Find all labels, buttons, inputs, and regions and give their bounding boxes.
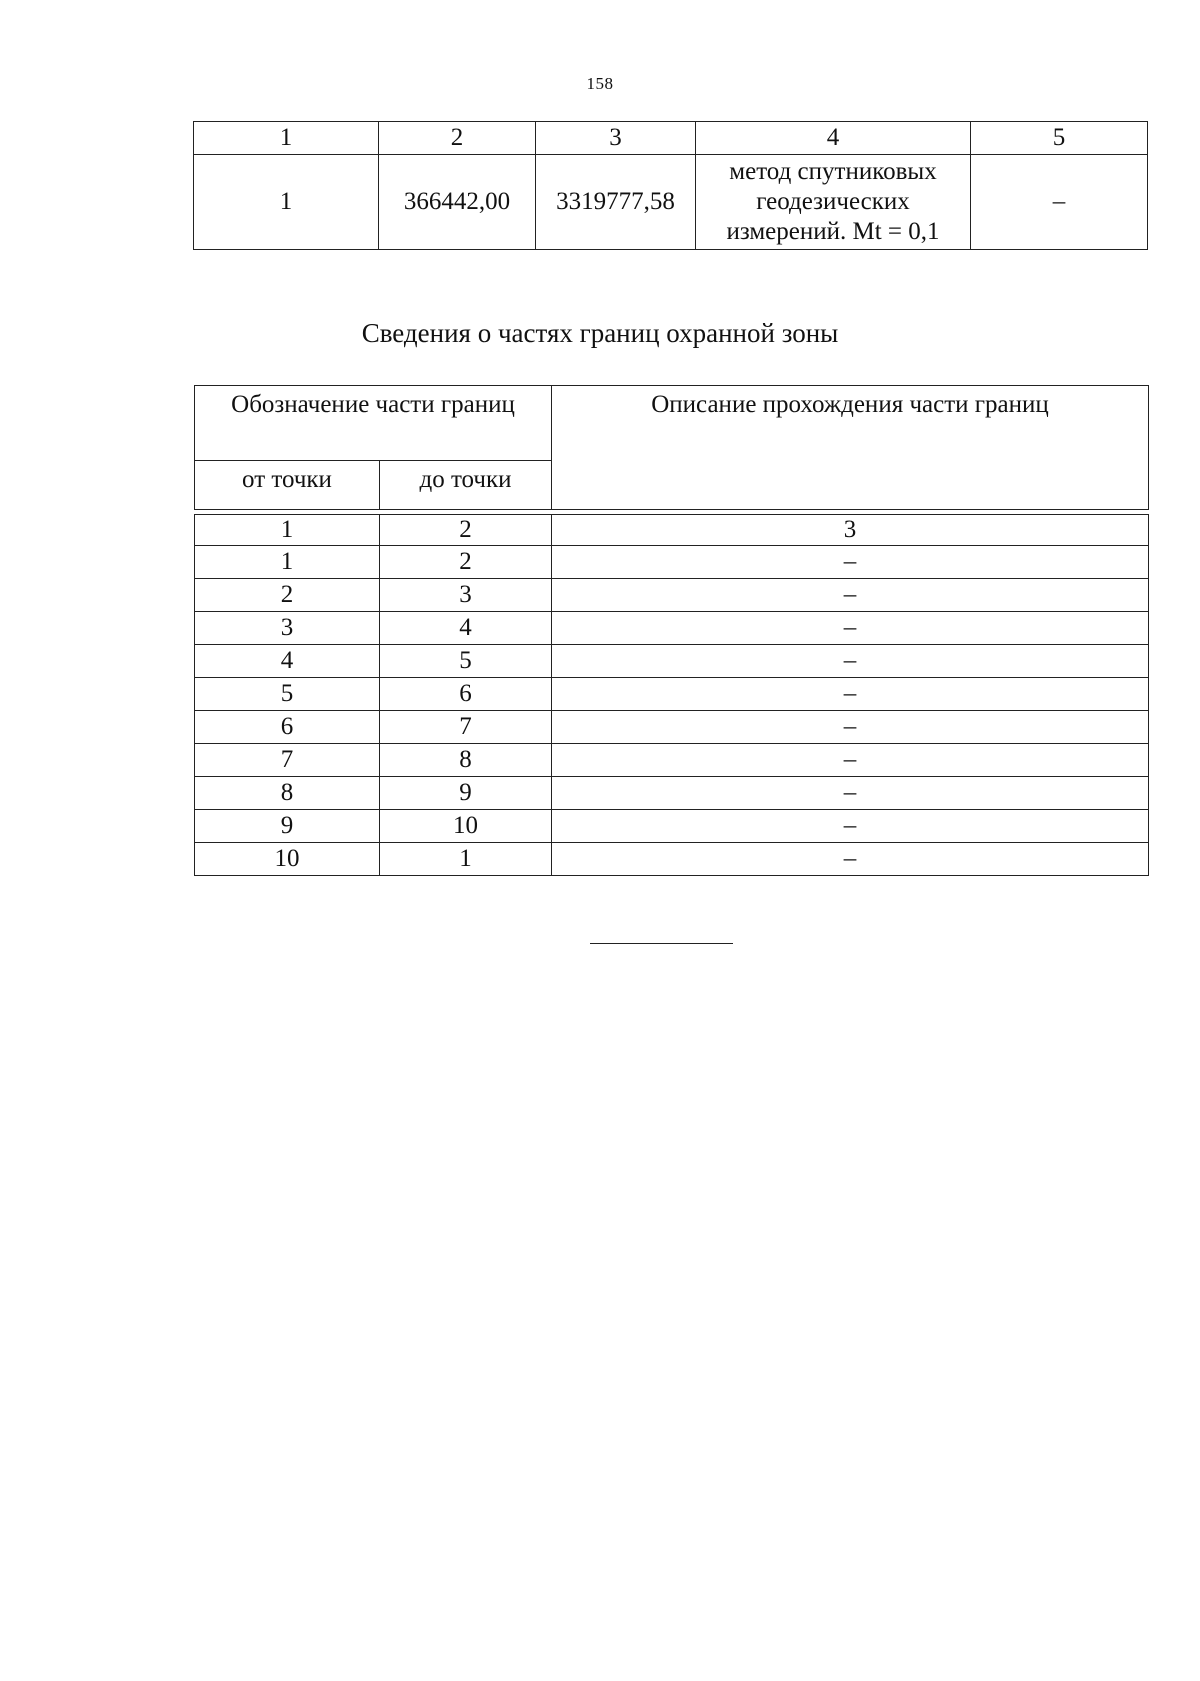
from-point-cell: 9 (195, 810, 380, 843)
coordinates-table (193, 121, 1148, 250)
column-number-1: 1 (195, 515, 380, 546)
method-line-1: метод спутниковых (729, 158, 937, 185)
description-cell: – (552, 711, 1149, 744)
page-number: 158 (586, 74, 614, 93)
method-line-2: геодезических (756, 188, 910, 215)
from-point-cell: 1 (195, 546, 380, 579)
from-point-cell: 6 (195, 711, 380, 744)
method-cell (696, 155, 971, 250)
from-point-cell: 3 (195, 612, 380, 645)
column-numbers-row (195, 515, 1149, 546)
to-point-cell: 4 (380, 612, 552, 645)
to-point-cell: 10 (380, 810, 552, 843)
end-divider (590, 943, 733, 944)
description-cell: – (552, 612, 1149, 645)
point-number-cell: 1 (194, 155, 379, 250)
to-point-cell: 7 (380, 711, 552, 744)
to-point-cell: 3 (380, 579, 552, 612)
boundary-part-designation-header: Обозначение части границ (195, 386, 552, 461)
description-cell: – (552, 579, 1149, 612)
description-cell: – (552, 744, 1149, 777)
column-number-5: 5 (971, 122, 1148, 155)
boundary-description-header: Описание прохождения части границ (552, 386, 1149, 510)
to-point-header: до точки (380, 461, 552, 510)
to-point-cell: 8 (380, 744, 552, 777)
from-point-cell: 7 (195, 744, 380, 777)
coordinates-header-row (194, 122, 1148, 155)
table-row (195, 711, 1149, 744)
to-point-cell: 5 (380, 645, 552, 678)
from-point-cell: 10 (195, 843, 380, 876)
description-cell: – (552, 546, 1149, 579)
table-row (195, 810, 1149, 843)
from-point-cell: 8 (195, 777, 380, 810)
parts-header-row (195, 386, 1149, 461)
table-row (195, 744, 1149, 777)
table-row (195, 579, 1149, 612)
column-number-2: 2 (379, 122, 536, 155)
method-line-3: измерений. Mt = 0,1 (726, 218, 940, 245)
column-number-3: 3 (552, 515, 1149, 546)
table-row (195, 546, 1149, 579)
column-number-1: 1 (194, 122, 379, 155)
description-cell: – (552, 810, 1149, 843)
table-row (195, 843, 1149, 876)
y-coordinate-cell: 3319777,58 (536, 155, 696, 250)
table-row (195, 612, 1149, 645)
section-title: Сведения о частях границ охранной зоны (361, 318, 839, 348)
description-cell: – (552, 645, 1149, 678)
description-cell: – (552, 843, 1149, 876)
description-cell: – (552, 678, 1149, 711)
to-point-cell: 6 (380, 678, 552, 711)
from-point-header: от точки (195, 461, 380, 510)
to-point-cell: 2 (380, 546, 552, 579)
column-number-4: 4 (696, 122, 971, 155)
from-point-cell: 4 (195, 645, 380, 678)
column-number-3: 3 (536, 122, 696, 155)
column-number-2: 2 (380, 515, 552, 546)
to-point-cell: 9 (380, 777, 552, 810)
x-coordinate-cell: 366442,00 (379, 155, 536, 250)
to-point-cell: 1 (380, 843, 552, 876)
table-row (195, 678, 1149, 711)
from-point-cell: 2 (195, 579, 380, 612)
from-point-cell: 5 (195, 678, 380, 711)
table-row (195, 645, 1149, 678)
table-row (194, 155, 1148, 250)
note-cell: – (971, 155, 1148, 250)
boundary-parts-table (194, 385, 1149, 876)
description-cell: – (552, 777, 1149, 810)
table-row (195, 777, 1149, 810)
